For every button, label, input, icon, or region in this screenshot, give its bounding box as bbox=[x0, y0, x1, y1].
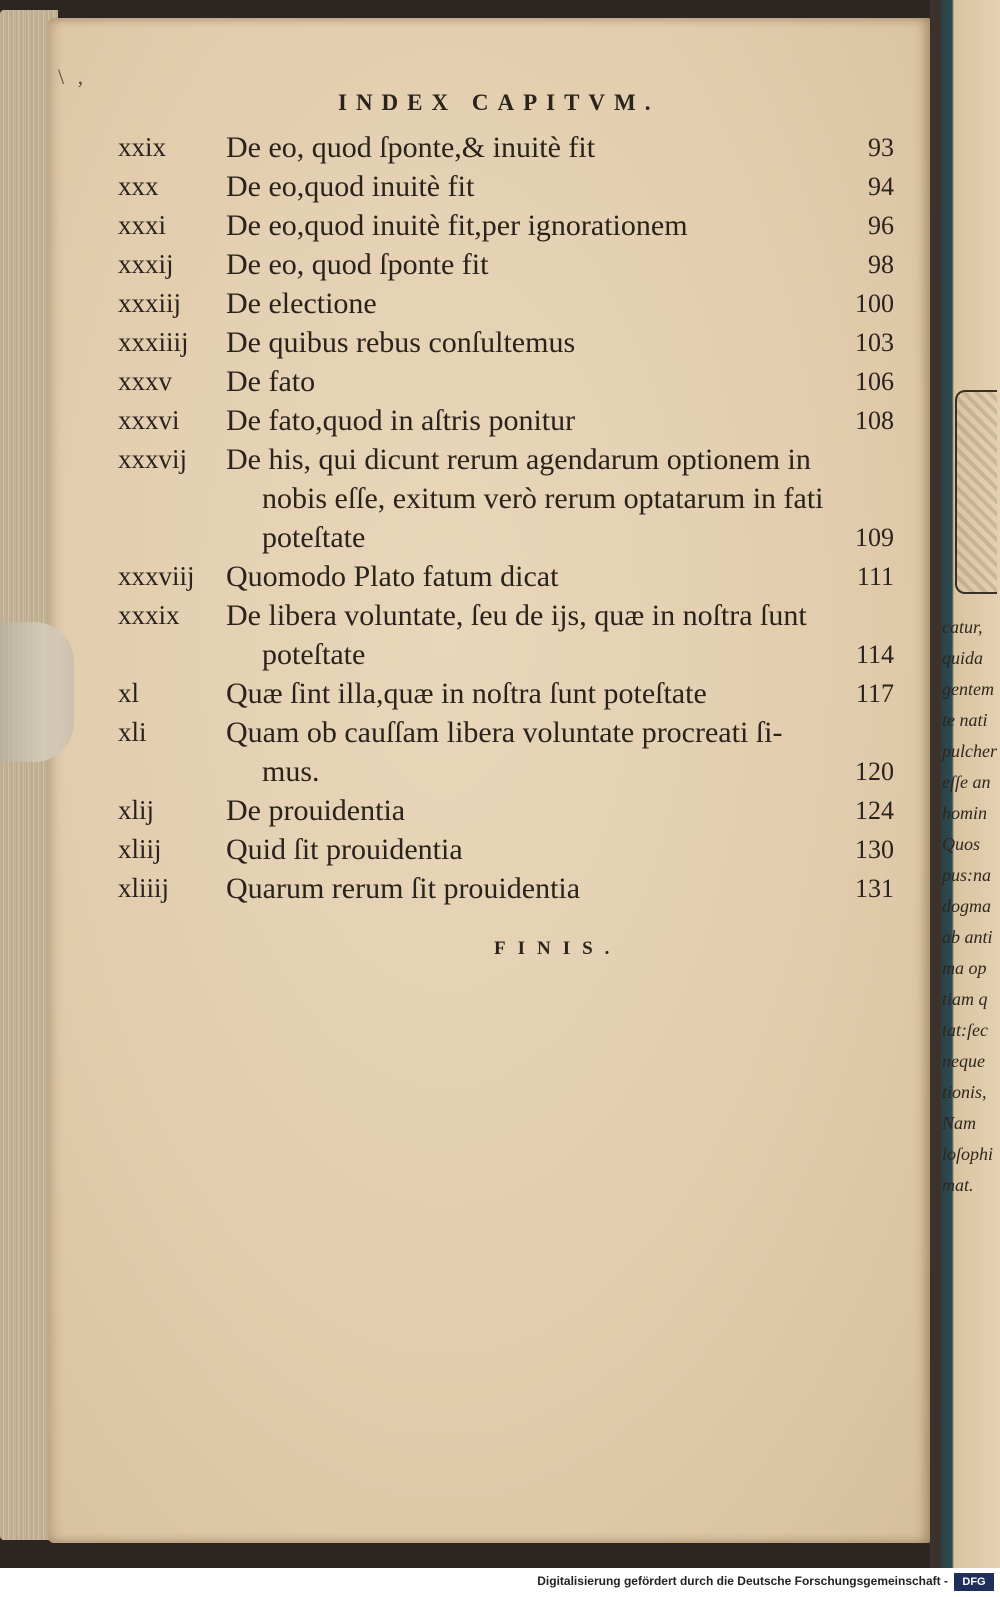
facing-page-word: ma op bbox=[942, 958, 987, 978]
toc-row bbox=[0, 362, 930, 401]
chapter-number: xli bbox=[118, 717, 147, 747]
chapter-number: xlij bbox=[118, 795, 155, 825]
toc-row bbox=[0, 479, 930, 518]
chapter-title: De fato,quod in aſtris ponitur bbox=[226, 404, 576, 437]
page-number: 94 bbox=[868, 172, 894, 201]
facing-page-word: tionis, bbox=[942, 1082, 987, 1102]
toc-row bbox=[0, 206, 930, 245]
page-number: 103 bbox=[855, 328, 894, 357]
page-number: 100 bbox=[855, 289, 894, 318]
footer-credit: Digitalisierung gefördert durch die Deutsche Forschungsgemeinschaft - bbox=[537, 1574, 948, 1588]
toc-row bbox=[0, 752, 930, 791]
finis-label: FINIS. bbox=[494, 938, 622, 959]
chapter-number: xxxiij bbox=[118, 288, 182, 318]
toc-row bbox=[0, 830, 930, 869]
dfg-logo: DFG bbox=[954, 1573, 994, 1591]
facing-page-word: quida bbox=[942, 648, 984, 668]
chapter-number: xxx bbox=[118, 171, 159, 201]
page-number: 124 bbox=[855, 796, 894, 825]
toc-row bbox=[0, 635, 930, 674]
facing-page-word: pulcher bbox=[942, 741, 997, 761]
toc-row bbox=[0, 167, 930, 206]
toc-row bbox=[0, 128, 930, 167]
page-number: 108 bbox=[855, 406, 894, 435]
toc-row bbox=[0, 245, 930, 284]
facing-page-word: pus:na bbox=[942, 865, 991, 885]
page-number: 117 bbox=[855, 679, 894, 708]
toc-row bbox=[0, 557, 930, 596]
facing-page-word: eſſe an bbox=[942, 772, 991, 792]
chapter-title: De prouidentia bbox=[226, 794, 406, 827]
chapter-title: Quæ ſint illa,quæ in noſtra ſunt poteſtate bbox=[226, 677, 707, 710]
page-number: 111 bbox=[856, 562, 894, 591]
chapter-title: De eo, quod ſponte,& inuitè fit bbox=[226, 131, 596, 164]
page-number: 106 bbox=[855, 367, 894, 396]
toc-row bbox=[0, 869, 930, 908]
table-of-contents bbox=[0, 128, 930, 908]
chapter-title: De fato bbox=[226, 365, 316, 398]
chapter-title: De his, qui dicunt rerum agendarum optionem in bbox=[226, 443, 811, 476]
page-number: 93 bbox=[868, 133, 894, 162]
facing-page-word: te nati bbox=[942, 710, 988, 730]
chapter-number: xxxix bbox=[118, 600, 180, 630]
page-number: 96 bbox=[868, 211, 894, 240]
chapter-title: De libera voluntate, ſeu de ijs, quæ in noſtra ſunt bbox=[226, 599, 807, 632]
facing-page-word: dogma bbox=[942, 896, 991, 916]
toc-row bbox=[0, 323, 930, 362]
page-number: 131 bbox=[855, 874, 894, 903]
chapter-title: poteſtate bbox=[262, 521, 366, 554]
facing-page-word: homin bbox=[942, 803, 987, 823]
facing-page-word: tiam q bbox=[942, 989, 988, 1009]
footer-bar bbox=[0, 1568, 1000, 1597]
page-number: 109 bbox=[855, 523, 894, 552]
toc-row bbox=[0, 791, 930, 830]
chapter-title: Quomodo Plato fatum dicat bbox=[226, 560, 559, 593]
page-number: 120 bbox=[855, 757, 894, 786]
facing-page-word: ab anti bbox=[942, 927, 993, 947]
toc-row bbox=[0, 401, 930, 440]
chapter-title: De eo,quod inuitè fit bbox=[226, 170, 475, 203]
corner-mark: \ , bbox=[58, 64, 88, 89]
facing-page-word: tat:ſec bbox=[942, 1020, 988, 1040]
decorative-initial bbox=[955, 390, 997, 594]
chapter-number: xl bbox=[118, 678, 140, 708]
chapter-title: De quibus rebus conſultemus bbox=[226, 326, 576, 359]
chapter-number: xliij bbox=[118, 834, 162, 864]
chapter-number: xxxvi bbox=[118, 405, 180, 435]
toc-row bbox=[0, 596, 930, 635]
toc-row bbox=[0, 284, 930, 323]
page-number: 98 bbox=[868, 250, 894, 279]
toc-row bbox=[0, 674, 930, 713]
chapter-number: xxix bbox=[118, 132, 167, 162]
toc-row bbox=[0, 440, 930, 479]
index-header: INDEX CAPITVM. bbox=[338, 90, 660, 115]
chapter-title: poteſtate bbox=[262, 638, 366, 671]
facing-page-word: neque bbox=[942, 1051, 985, 1071]
chapter-number: xxxi bbox=[118, 210, 167, 240]
facing-page-word: Nam bbox=[942, 1113, 977, 1133]
chapter-number: xliiij bbox=[118, 873, 170, 903]
chapter-title: nobis eſſe, exitum verò rerum optatarum in fati bbox=[262, 482, 824, 515]
facing-page-word: catur, bbox=[942, 617, 983, 637]
facing-page-word: gentem bbox=[942, 679, 994, 699]
chapter-number: xxxviij bbox=[118, 561, 195, 591]
chapter-number: xxxvij bbox=[118, 444, 188, 474]
chapter-title: mus. bbox=[262, 755, 320, 788]
toc-row bbox=[0, 518, 930, 557]
facing-page-word: loſophi bbox=[942, 1144, 994, 1164]
chapter-title: De eo,quod inuitè fit,per ignorationem bbox=[226, 209, 688, 242]
chapter-title: De eo, quod ſponte fit bbox=[226, 248, 489, 281]
facing-page-text bbox=[942, 612, 1000, 1201]
chapter-title: Quid ſit prouidentia bbox=[226, 833, 463, 866]
chapter-number: xxxij bbox=[118, 249, 174, 279]
facing-page-word: mat. bbox=[942, 1175, 974, 1195]
chapter-title: De electione bbox=[226, 287, 377, 320]
page-number: 114 bbox=[855, 640, 894, 669]
page-number: 130 bbox=[855, 835, 894, 864]
toc-row bbox=[0, 713, 930, 752]
chapter-title: Quarum rerum ſit prouidentia bbox=[226, 872, 581, 905]
chapter-number: xxxiiij bbox=[118, 327, 189, 357]
chapter-title: Quam ob cauſſam libera voluntate procreati ſi- bbox=[226, 716, 783, 749]
facing-page-word: Quos bbox=[942, 834, 981, 854]
chapter-number: xxxv bbox=[118, 366, 172, 396]
